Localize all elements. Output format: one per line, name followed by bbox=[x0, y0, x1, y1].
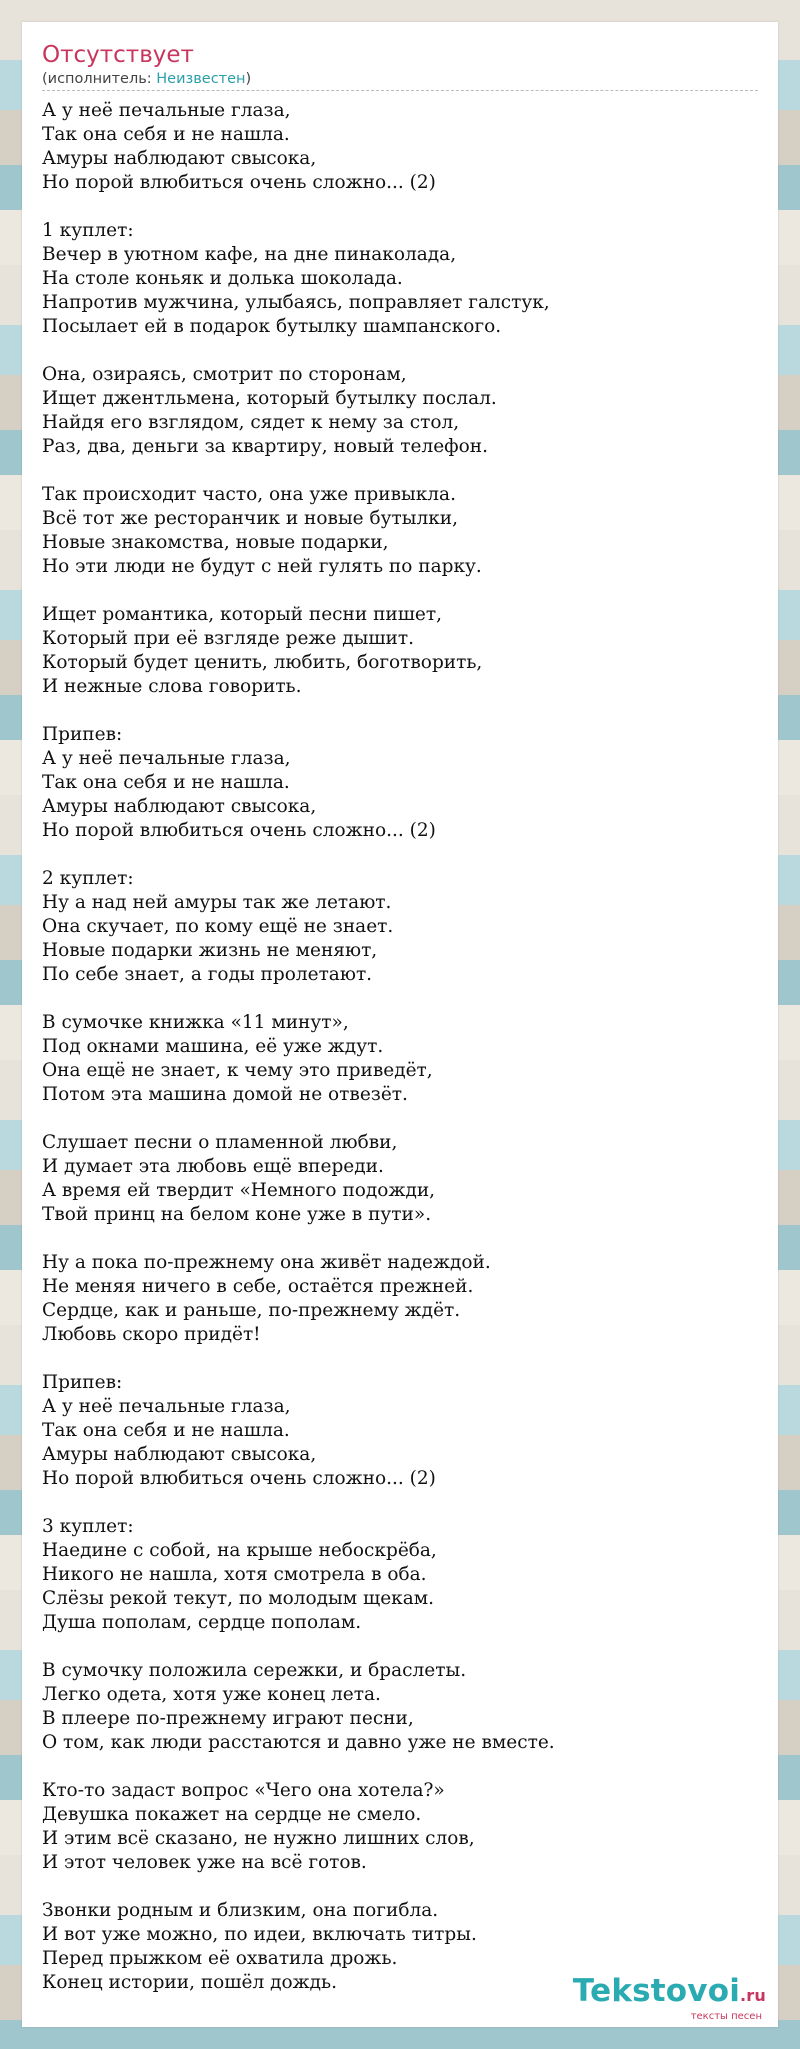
artist-suffix: ) bbox=[245, 71, 252, 87]
artist-prefix: (исполнитель: bbox=[42, 71, 157, 87]
song-title: Отсутствует bbox=[42, 42, 194, 68]
artist-line bbox=[42, 70, 758, 88]
logo-tagline: тексты песен bbox=[690, 2011, 762, 2022]
logo-tld: .ru bbox=[740, 1986, 766, 2005]
logo-wordmark bbox=[572, 1973, 766, 2011]
logo-name: Tekstovoi bbox=[572, 1973, 741, 2009]
site-logo[interactable] bbox=[572, 1973, 766, 2023]
lyrics-card bbox=[22, 22, 778, 2027]
artist-link[interactable]: Неизвестен bbox=[156, 71, 246, 87]
song-header bbox=[42, 40, 758, 91]
lyrics-text: А у неё печальные глаза, Так она себя и не нашла. Амуры наблюдают свысока, Но порой влюбиться очень сложно... (2) 1 куплет: Вечер в уютном кафе, на дне пинаколада, На столе коньяк и долька шоколада. Напротив мужчина, улыбаясь, поправляет галстук, Посылает ей в подарок бутылку шампанского. Она, озираясь, смотрит по сторонам, Ищет джентльмена, который бутылку послал. Найдя его взглядом, сядет к нему за стол, Раз, два, деньги за квартиру, новый телефон. Так происходит часто, она уже привыкла. Всё тот же ресторанчик и новые бутылки, Новые знакомства, новые подарки, Но эти люди не будут с ней гулять по парку. Ищет романтика, который песни пишет, Который при её взгляде реже дышит. Который будет ценить, любить, боготворить, И нежные слова говорить. Припев: А у неё печальные глаза, Так она себя и не нашла. Амуры наблюдают свысока, Но порой влюбиться очень сложно... (2) 2 куплет: Ну а над ней амуры так же летают. Она скучает, по кому ещё не знает. Новые подарки жизнь не меняют, По себе знает, а годы пролетают. В сумочке книжка «11 минут», Под окнами машина, её уже ждут. Она ещё не знает, к чему это приведёт, Потом эта машина домой не отвезёт. Слушает песни о пламенной любви, И думает эта любовь ещё впереди. А время ей твердит «Немного подожди, Твой принц на белом коне уже в пути». Ну а пока по-прежнему она живёт надеждой. Не меняя ничего в себе, остаётся прежней. Сердце, как и раньше, по-прежнему ждёт. Любовь скоро придёт! Припев: А у неё печальные глаза, Так она себя и не нашла. Амуры наблюдают свысока, Но порой влюбиться очень сложно... (2) 3 куплет: Наедине с собой, на крыше небоскрёба, Никого не нашла, хотя смотрела в оба. Слёзы рекой текут, по молодым щекам. Душа пополам, сердце пополам. В сумочку положила сережки, и браслеты. Легко одета, хотя уже конец лета. В плеере по-прежнему играют песни, О том, как люди расстаются и давно уже не вместе. Кто-то задаст вопрос «Чего она хотела?» Девушка покажет на сердце не смело. И этим всё сказано, не нужно лишних слов, И этот человек уже на всё готов. Звонки родным и близким, она погибла. И вот уже можно, по идеи, включать титры. Перед прыжком её охватила дрожь. Конец истории, пошёл дождь. bbox=[42, 100, 555, 1993]
